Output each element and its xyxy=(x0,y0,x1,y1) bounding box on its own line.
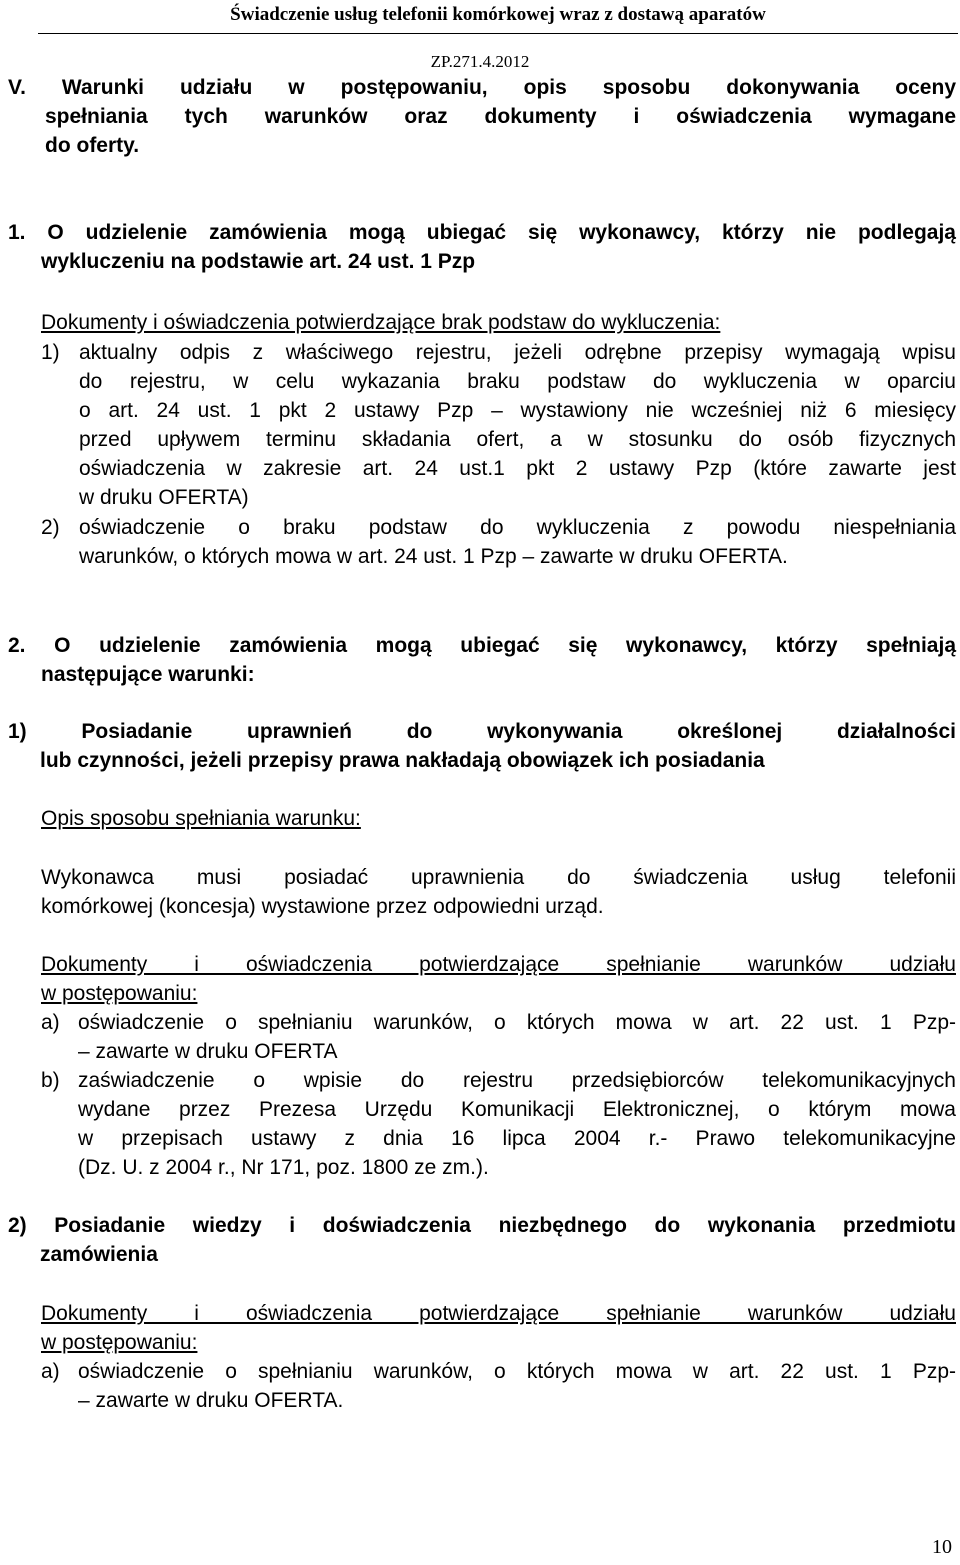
point2-line: następujące warunki: xyxy=(41,663,255,686)
point1-heading xyxy=(8,218,956,276)
item-letter: b) xyxy=(41,1069,60,1092)
item-line: – zawarte w druku OFERTA xyxy=(78,1040,338,1063)
docs-heading-line: Dokumenty i oświadczenia potwierdzające spełnianie warunków udziału xyxy=(41,1302,956,1325)
item-line: zaświadczenie o wpisie do rejestru przedsiębiorców telekomunikacyjnych xyxy=(78,1069,956,1092)
item-line: oświadczenie o spełnianiu warunków, o których mowa w art. 22 ust. 1 Pzp- xyxy=(78,1011,956,1034)
item-line: o art. 24 ust. 1 pkt 2 ustawy Pzp – wystawiony nie wcześniej niż 6 miesięcy xyxy=(79,399,956,422)
item-line: oświadczenie o spełnianiu warunków, o których mowa w art. 22 ust. 1 Pzp- xyxy=(78,1360,956,1383)
point1-item2 xyxy=(41,513,956,571)
point1-line: 1. O udzielenie zamówienia mogą ubiegać się wykonawcy, którzy nie podlegają xyxy=(8,221,956,244)
point2-line: 2. O udzielenie zamówienia mogą ubiegać się wykonawcy, którzy spełniają xyxy=(8,634,956,657)
page-number: 10 xyxy=(932,1536,952,1558)
item-letter: a) xyxy=(41,1360,60,1383)
item-line: aktualny odpis z właściwego rejestru, jeżeli odrębne przepisy wymagają wpisu xyxy=(79,341,956,364)
item-line: – zawarte w druku OFERTA. xyxy=(78,1389,344,1412)
condition2-heading xyxy=(8,1211,956,1269)
item-line: oświadczenia w zakresie art. 24 ust.1 pkt 2 ustawy Pzp (które zawarte jest xyxy=(79,457,956,480)
item-line: przed upływem terminu składania ofert, a w stosunku do osób fizycznych xyxy=(79,428,956,451)
opis-heading: Opis sposobu spełniania warunku: xyxy=(41,807,361,830)
docs2-item-a xyxy=(41,1357,956,1415)
point1-item1 xyxy=(41,338,956,512)
condition-line: lub czynności, jeżeli przepisy prawa nakładają obowiązek ich posiadania xyxy=(40,749,765,772)
item-letter: a) xyxy=(41,1011,60,1034)
opis-line: komórkowej (koncesja) wystawione przez odpowiedni urząd. xyxy=(41,895,604,918)
docs-heading-line: w postępowaniu: xyxy=(41,1331,198,1354)
point1-docs-heading: Dokumenty i oświadczenia potwierdzające brak podstaw do wykluczenia: xyxy=(41,311,721,334)
item-line: w przepisach ustawy z dnia 16 lipca 2004 r.- Prawo telekomunikacyjne xyxy=(78,1127,956,1150)
item-number: 2) xyxy=(41,516,60,539)
condition-line: zamówienia xyxy=(40,1243,158,1266)
docs1-item-a xyxy=(41,1008,956,1066)
item-line: warunków, o których mowa w art. 24 ust. 1 Pzp – zawarte w druku OFERTA. xyxy=(79,545,788,568)
header-reference: ZP.271.4.2012 xyxy=(430,52,530,71)
header-rule xyxy=(38,33,958,34)
item-line: w druku OFERTA) xyxy=(79,486,249,509)
docs1-heading xyxy=(41,950,956,1008)
point1-line: wykluczeniu na podstawie art. 24 ust. 1 Pzp xyxy=(41,250,476,273)
opis-line: Wykonawca musi posiadać uprawnienia do świadczenia usług telefonii xyxy=(41,866,956,889)
header-title: Świadczenie usług telefonii komórkowej wraz z dostawą aparatów xyxy=(230,4,766,25)
section-v-line: spełniania tych warunków oraz dokumenty i oświadczenia wymagane xyxy=(45,105,956,128)
item-line: do rejestru, w celu wykazania braku podstaw do wykluczenia w oparciu xyxy=(79,370,956,393)
condition1-heading xyxy=(8,717,956,775)
item-line: wydane przez Prezesa Urzędu Komunikacji Elektronicznej, o którym mowa xyxy=(78,1098,956,1121)
opis-text xyxy=(41,863,956,921)
condition-line: 1) Posiadanie uprawnień do wykonywania określonej działalności xyxy=(8,720,956,743)
item-line: oświadczenie o braku podstaw do wykluczenia z powodu niespełniania xyxy=(79,516,956,539)
docs-heading-line: Dokumenty i oświadczenia potwierdzające spełnianie warunków udziału xyxy=(41,953,956,976)
item-number: 1) xyxy=(41,341,60,364)
point2-heading xyxy=(8,631,956,689)
docs1-item-b xyxy=(41,1066,956,1182)
docs2-heading xyxy=(41,1299,956,1357)
section-v-line: V. Warunki udziału w postępowaniu, opis sposobu dokonywania oceny xyxy=(8,76,956,99)
section-v-heading xyxy=(8,73,956,160)
docs-heading-line: w postępowaniu: xyxy=(41,982,198,1005)
item-line: (Dz. U. z 2004 r., Nr 171, poz. 1800 ze zm.). xyxy=(78,1156,489,1179)
section-v-line: do oferty. xyxy=(45,134,140,157)
condition-line: 2) Posiadanie wiedzy i doświadczenia niezbędnego do wykonania przedmiotu xyxy=(8,1214,956,1237)
